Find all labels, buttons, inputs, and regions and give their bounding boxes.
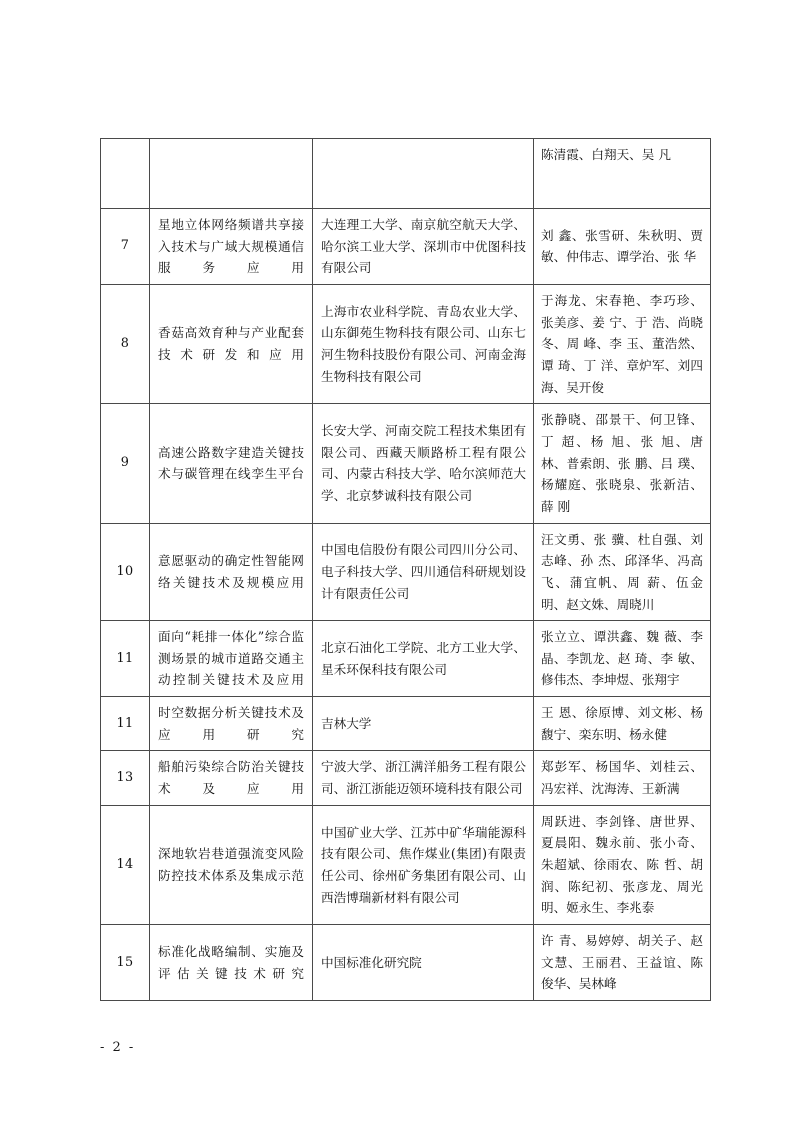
cell-organizations: 长安大学、河南交院工程技术集团有限公司、西藏天顺路桥工程有限公司、内蒙古科技大学、哈尔滨师范大学、北京梦诚科技有限公司 <box>313 404 534 523</box>
cell-project-name: 面向“耗排一体化”综合监测场景的城市道路交通主动控制关键技术及应用 <box>150 621 313 697</box>
table-row <box>101 751 711 805</box>
cell-organizations: 中国标准化研究院 <box>313 925 534 1001</box>
cell-serial-number: 11 <box>101 697 150 751</box>
cell-serial-number: 11 <box>101 621 150 697</box>
cell-contributors: 张立立、谭洪鑫、魏 薇、李 晶、李凯龙、赵 琦、李 敏、修伟杰、李坤煜、张翔宇 <box>534 621 711 697</box>
cell-project-name <box>150 139 313 209</box>
cell-project-name: 高速公路数字建造关键技术与碳管理在线孪生平台 <box>150 404 313 523</box>
cell-contributors: 陈清霞、白翔天、吴 凡 <box>534 139 711 209</box>
cell-serial-number: 9 <box>101 404 150 523</box>
table-row <box>101 209 711 285</box>
cell-contributors: 汪文勇、张 骥、杜自强、刘志峰、孙 杰、邱泽华、冯高飞、蒲宜帆、周 薪、伍金明、赵文姝、周晓川 <box>534 523 711 621</box>
cell-organizations: 中国矿业大学、江苏中矿华瑞能源科技有限公司、焦作煤业(集团)有限责任公司、徐州矿务集团有限公司、山西浩博瑞新材料有限公司 <box>313 805 534 924</box>
cell-contributors: 于海龙、宋春艳、李巧珍、张美彦、姜 宁、于 浩、尚晓冬、周 峰、李 玉、董浩然、谭 琦、丁 洋、章炉军、刘四海、吴开俊 <box>534 284 711 403</box>
cell-serial-number: 8 <box>101 284 150 403</box>
table-row <box>101 805 711 924</box>
table-body <box>101 139 711 1001</box>
cell-organizations: 中国电信股份有限公司四川分公司、电子科技大学、四川通信科研规划设计有限责任公司 <box>313 523 534 621</box>
cell-serial-number: 15 <box>101 925 150 1001</box>
cell-organizations: 吉林大学 <box>313 697 534 751</box>
cell-project-name: 标准化战略编制、实施及评估关键技术研究 <box>150 925 313 1001</box>
table-row <box>101 404 711 523</box>
cell-project-name: 时空数据分析关键技术及应用研究 <box>150 697 313 751</box>
table-row <box>101 697 711 751</box>
cell-contributors: 王 恩、徐原博、刘文彬、杨馥宁、栾东明、杨永健 <box>534 697 711 751</box>
cell-serial-number: 7 <box>101 209 150 285</box>
cell-serial-number: 14 <box>101 805 150 924</box>
cell-project-name: 星地立体网络频谱共享接入技术与广域大规模通信服务应用 <box>150 209 313 285</box>
table-row <box>101 284 711 403</box>
cell-contributors: 刘 鑫、张雪研、朱秋明、贾 敏、仲伟志、谭学治、张 华 <box>534 209 711 285</box>
cell-serial-number: 10 <box>101 523 150 621</box>
cell-contributors: 许 青、易婷婷、胡关子、赵文慧、王丽君、王益谊、陈俊华、吴林峰 <box>534 925 711 1001</box>
cell-project-name: 深地软岩巷道强流变风险防控技术体系及集成示范 <box>150 805 313 924</box>
cell-organizations: 上海市农业科学院、青岛农业大学、山东御苑生物科技有限公司、山东七河生物科技股份有限公司、河南金海生物科技有限公司 <box>313 284 534 403</box>
cell-contributors: 郑彭军、杨国华、刘桂云、冯宏祥、沈海涛、王新满 <box>534 751 711 805</box>
cell-organizations: 北京石油化工学院、北方工业大学、星禾环保科技有限公司 <box>313 621 534 697</box>
cell-serial-number: 13 <box>101 751 150 805</box>
project-award-table <box>100 138 711 1001</box>
cell-organizations <box>313 139 534 209</box>
cell-project-name: 香菇高效育种与产业配套技术研发和应用 <box>150 284 313 403</box>
table-row-continuation <box>101 139 711 209</box>
cell-serial-number <box>101 139 150 209</box>
page-number-footer: - 2 - <box>100 1040 136 1055</box>
table-row <box>101 621 711 697</box>
cell-project-name: 意愿驱动的确定性智能网络关键技术及规模应用 <box>150 523 313 621</box>
cell-contributors: 张静晓、邵景干、何卫锋、丁 超、杨 旭、张 旭、唐 林、普索朗、张 鹏、吕 璞、杨耀庭、张晓泉、张新洁、薛 刚 <box>534 404 711 523</box>
table-row <box>101 925 711 1001</box>
cell-organizations: 宁波大学、浙江满洋船务工程有限公司、浙江浙能迈领环境科技有限公司 <box>313 751 534 805</box>
cell-project-name: 船舶污染综合防治关键技术及应用 <box>150 751 313 805</box>
cell-organizations: 大连理工大学、南京航空航天大学、哈尔滨工业大学、深圳市中优图科技有限公司 <box>313 209 534 285</box>
cell-contributors: 周跃进、李剑锋、唐世界、夏晨阳、魏永前、张小奇、朱超斌、徐雨农、陈 哲、胡 润、陈纪初、张彦龙、周光明、姬永生、李兆泰 <box>534 805 711 924</box>
table-row <box>101 523 711 621</box>
